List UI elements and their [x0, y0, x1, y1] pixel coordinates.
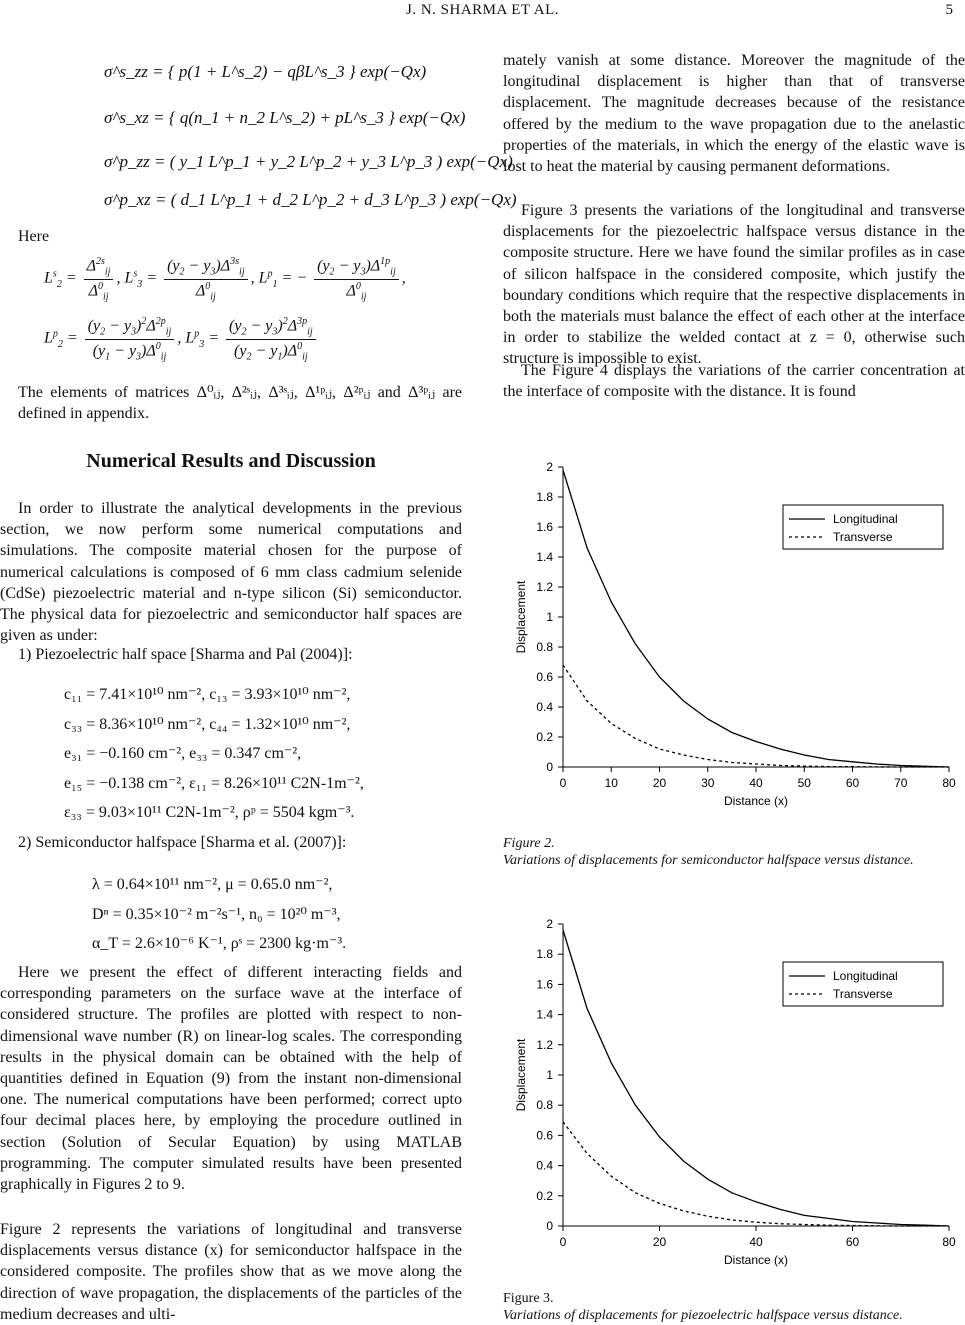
x-tick-label: 40: [749, 1235, 763, 1249]
series-line-transverse: [563, 665, 949, 767]
equation-sigma-szz: σ^s_zz = { p(1 + L^s_2) − qβL^s_3 } exp(−Qx): [104, 62, 427, 81]
section-title: Numerical Results and Discussion: [86, 450, 376, 472]
running-title: J. N. SHARMA ET AL.: [406, 2, 559, 18]
equation-sigma-pzz: σ^p_zz = ( y_1 L^p_1 + y_2 L^p_2 + y_3 L^p_3 ) exp(−Qx): [104, 152, 513, 171]
x-axis-label: Distance (x): [723, 794, 789, 808]
piezo-line-1: c₁₁ = 7.41×10¹⁰ nm⁻², c₁₃ = 3.93×10¹⁰ nm⁻²,: [64, 686, 351, 703]
semi-line-1: λ = 0.64×10¹¹ nm⁻², μ = 0.65.0 nm⁻²,: [92, 876, 333, 893]
legend-label: Transverse: [833, 987, 893, 1001]
y-tick-label: 0.8: [536, 1098, 553, 1113]
figure-2-caption: [503, 835, 965, 869]
paragraph-right-2: Figure 3 presents the variations of the longitudinal and transverse displacements for the piezoelectric halfspace versus distance in the composite structure. Here we have found the similar profiles as in case of silicon halfspace in the considered composite, which justify the boundary conditions which require that the respective displacements in both the materials must balance the effect of each other at the interface in order to stabilize the welded contact at z = 0, otherwise such structure is impossible to exist.: [503, 202, 965, 368]
figure-2-text: Variations of displacements for semiconductor halfspace versus distance.: [503, 853, 914, 868]
x-tick-label: 80: [942, 776, 956, 790]
y-tick-label: 1.2: [536, 1037, 553, 1052]
here-label: Here: [18, 228, 50, 245]
paragraph-right-3: The Figure 4 displays the variations of the carrier concentration at the interface of composite with the distance. It is found: [503, 362, 965, 401]
y-tick-label: 0.6: [536, 670, 553, 684]
y-tick-label: 0: [546, 1219, 553, 1233]
y-tick-label: 1: [546, 610, 553, 624]
figure-2-chart: [503, 455, 965, 825]
legend-label: Transverse: [833, 530, 893, 544]
y-tick-label: 0.4: [536, 700, 553, 714]
y-tick-label: 0.6: [536, 1128, 553, 1143]
y-tick-label: 2: [546, 460, 553, 474]
piezo-line-5: ε₃₃ = 9.03×10¹¹ C2N-1m⁻², ρᵖ = 5504 kgm⁻³.: [64, 804, 355, 821]
x-tick-label: 30: [701, 776, 715, 790]
piezo-constants: [64, 680, 364, 828]
x-tick-label: 20: [652, 776, 667, 790]
paragraph-intro: In order to illustrate the analytical developments in the previous section, we now perform some numerical computations and simulations. The composite material chosen for the purpose of numerical calculations is composed of 6 mm class cadmium selenide (CdSe) piezoelectric material and n-type silicon (Si) semiconductor. The physical data for piezoelectric and semiconductor half spaces are given as under:: [0, 500, 462, 645]
y-tick-label: 0.4: [536, 1158, 553, 1173]
paragraph-effect: Here we present the effect of different interacting fields and corresponding parameters on the surface wave at the interface of considered structure. The profiles are plotted with respect to non-dimensional wave number (R) on linear-log scales. The corresponding results in the physical domain can be obtained with the help of quantities defined in Equation (9) from the instant non-dimensional one. The numerical computations have been performed; correct upto four decimal places here, by employing the procedure outlined in section (Solution of Secular Equation) by using MATLAB programming. The computer simulated results have been presented graphically in Figures 2 to 9.: [0, 964, 462, 1194]
equation-sigma-sxz: σ^s_xz = { q(n_1 + n_2 L^s_2) + pL^s_3 } exp(−Qx): [104, 108, 466, 127]
equation-L-definitions-1: $L^s_2$ = $\frac{\Delta^{2s}_{ij}}{\Delta^0_{ij}}$ , $L^s_3$ = $\frac{(y_2 - y_3)\Delta^{3s}_{ij}}{\Delta^0_{ij}}$ , $L^p_1$ = − $\frac{(y_2 - y_3)\Delta^{1p}_{ij}}{\Delta^0_{ij}}$ ,: [44, 256, 406, 303]
page-header: [0, 0, 965, 22]
equation-sigma-pxz: σ^p_xz = ( d_1 L^p_1 + d_2 L^p_2 + d_3 L^p_3 ) exp(−Qx): [104, 190, 517, 209]
paragraph-figure2: Figure 2 represents the variations of longitudinal and transverse displacements versus distance (x) for semiconductor halfspace in the considered composite. The profiles show that as we move along the direction of wave propagation, the displacements of the particles of the medium decreases and ulti-: [0, 1221, 462, 1323]
series-line-transverse: [563, 1122, 949, 1226]
y-tick-label: 1.6: [536, 520, 553, 534]
paragraph-right-1: mately vanish at some distance. Moreover the magnitude of the longitudinal displacement is higher than that of transverse displacement. The magnitude decreases because of the resistance offered by the medium to the wave propagation due to the anelastic properties of the materials, in which the energy of the elastic wave is lost to heat the material by causing permanent deformations.: [503, 52, 965, 176]
y-tick-label: 0.2: [536, 1188, 553, 1203]
y-tick-label: 1.4: [536, 1007, 553, 1022]
y-tick-label: 2: [546, 917, 553, 931]
x-tick-label: 60: [845, 1235, 860, 1249]
legend-label: Longitudinal: [833, 512, 898, 526]
piezo-line-4: e₁₅ = −0.138 cm⁻², ε₁₁ = 8.26×10¹¹ C2N-1m⁻²,: [64, 774, 364, 792]
item-semiconductor: 2) Semiconductor halfspace [Sharma et al. (2007)]:: [18, 834, 347, 851]
figure-3-chart: [503, 912, 965, 1284]
y-tick-label: 1.6: [536, 977, 553, 992]
y-tick-label: 0.8: [536, 640, 553, 654]
legend-label: Longitudinal: [833, 969, 898, 983]
x-tick-label: 70: [894, 776, 908, 790]
y-tick-label: 1.2: [536, 580, 553, 594]
y-tick-label: 1.8: [536, 490, 553, 504]
y-tick-label: 0.2: [536, 730, 553, 744]
y-tick-label: 1.4: [536, 550, 553, 564]
figure-2-label: Figure 2.: [503, 836, 555, 851]
x-tick-label: 10: [604, 776, 618, 790]
y-axis-label: Displacement: [514, 1038, 528, 1112]
piezo-line-3: e₃₁ = −0.160 cm⁻², e₃₃ = 0.347 cm⁻²,: [64, 745, 302, 762]
figure-3-caption: [503, 1290, 965, 1324]
x-axis-label: Distance (x): [723, 1253, 789, 1267]
piezo-line-2: c₃₃ = 8.36×10¹⁰ nm⁻², c₄₄ = 1.32×10¹⁰ nm⁻²,: [64, 715, 351, 733]
semi-line-3: α_T = 2.6×10⁻⁶ K⁻¹, ρˢ = 2300 kg·m⁻³.: [92, 935, 347, 952]
x-tick-label: 80: [942, 1235, 956, 1249]
page-number: 5: [945, 2, 953, 18]
figure-3-label: Figure 3.: [503, 1291, 554, 1306]
matrices-text: The elements of matrices Δ⁰ᵢⱼ, Δ²ˢᵢⱼ, Δ³ˢᵢⱼ, Δ¹ᵖᵢⱼ, Δ²ᵖᵢⱼ and Δ³ᵖᵢⱼ are defined in appendix.: [18, 384, 462, 423]
x-tick-label: 60: [845, 776, 860, 790]
x-tick-label: 20: [652, 1235, 667, 1249]
semi-line-2: Dⁿ = 0.35×10⁻² m⁻²s⁻¹, n₀ = 10²⁰ m⁻³,: [92, 905, 341, 923]
y-tick-label: 1: [546, 1068, 553, 1082]
x-tick-label: 0: [559, 1235, 567, 1249]
y-tick-label: 0: [546, 760, 553, 774]
equation-L-definitions-2: $L^p_2$ = $\frac{(y_2 - y_3)^2\Delta^{2p}_{ij}}{(y_1 - y_3)\Delta^0_{ij}}$ , $L^p_3$ = $\frac{(y_2 - y_3)^2\Delta^{3p}_{ij}}{(y_2 - y_1)\Delta^0_{ij}}$: [44, 316, 319, 362]
figure-3-text: Variations of displacements for piezoelectric halfspace versus distance.: [503, 1308, 903, 1323]
item-piezoelectric: 1) Piezoelectric half space [Sharma and Pal (2004)]:: [18, 646, 353, 663]
x-tick-label: 40: [749, 776, 763, 790]
x-tick-label: 0: [559, 776, 567, 790]
y-axis-label: Displacement: [514, 580, 528, 654]
x-tick-label: 50: [797, 776, 811, 790]
y-tick-label: 1.8: [536, 947, 553, 962]
semi-constants: [92, 870, 346, 959]
